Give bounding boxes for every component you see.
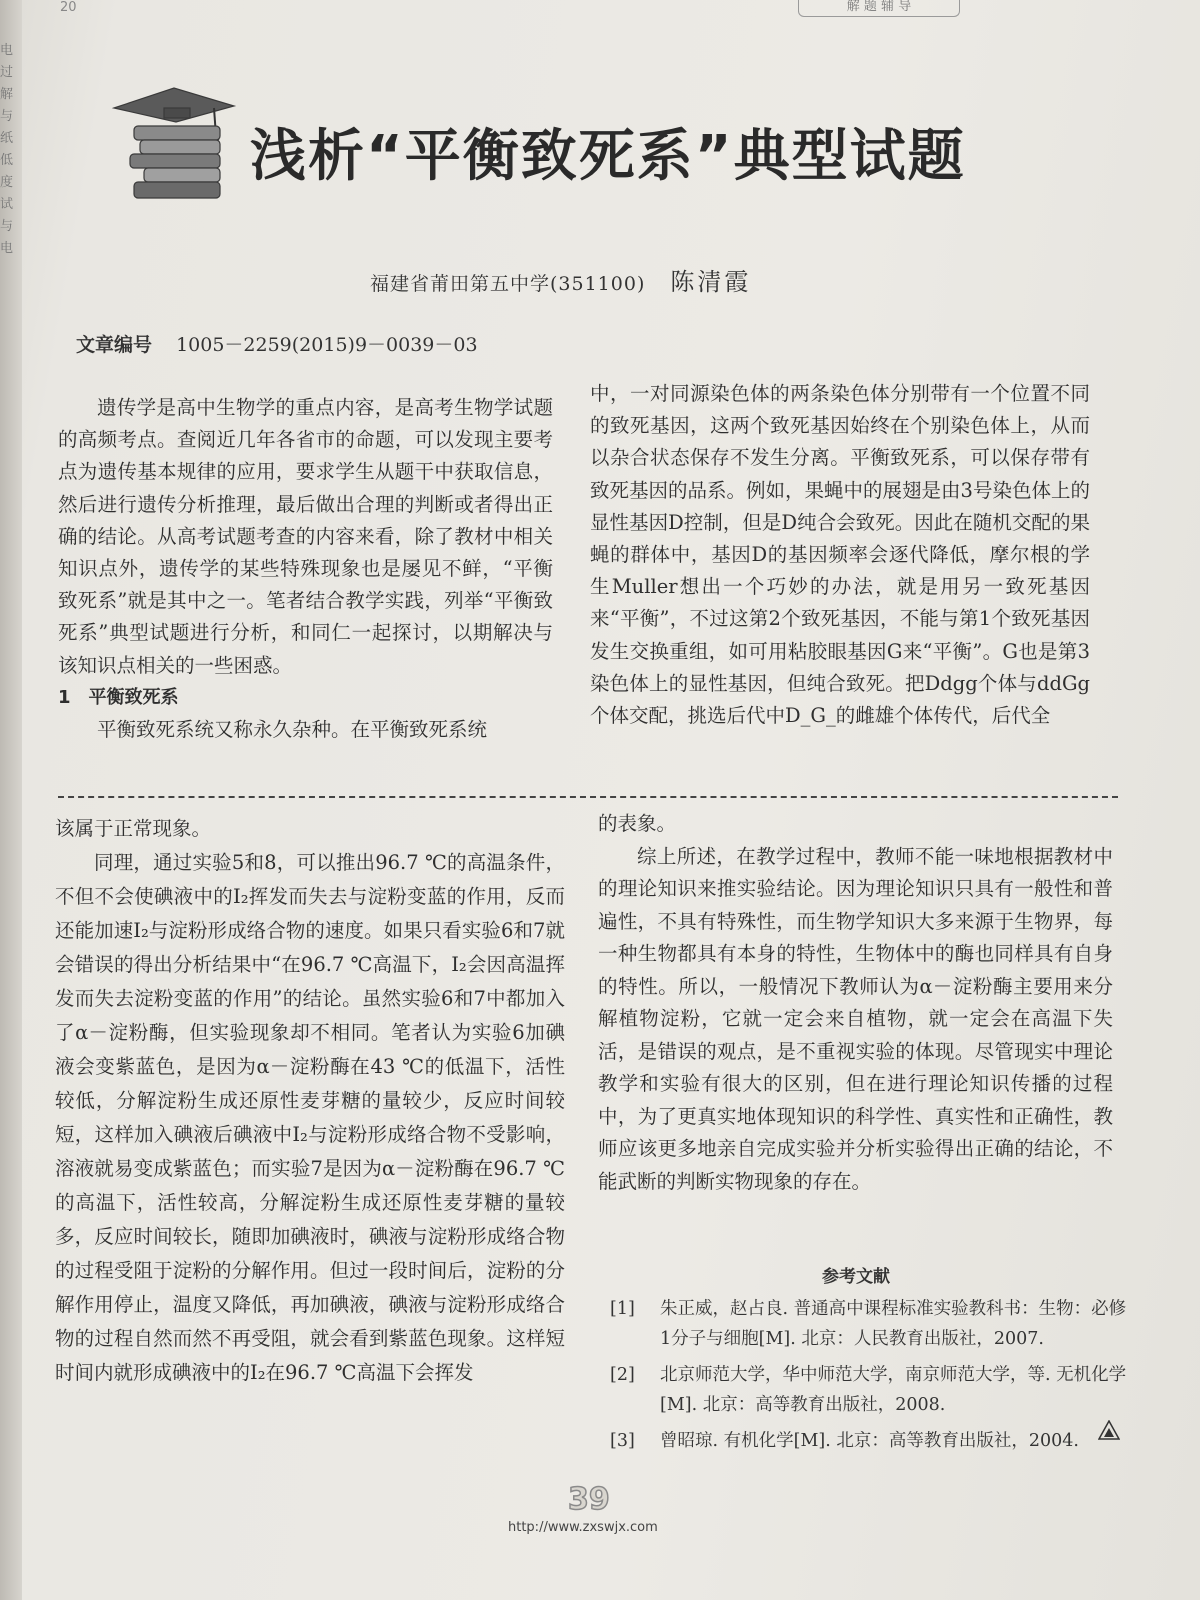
section-tab: 解 题 辅 导 <box>798 0 960 17</box>
article-number <box>76 330 478 357</box>
column-1 <box>58 392 553 746</box>
books-graduation-cap-icon <box>104 78 244 208</box>
reference-text: 朱正威，赵占良. 普通高中课程标准实验教科书：生物：必修1分子与细胞[M]. 北京：人民教育出版社，2007. <box>660 1299 1127 1349</box>
footer-url: http://www.zxswjx.com <box>508 1520 658 1535</box>
column-3-first-line: 该属于正常现象。 <box>55 817 212 840</box>
reference-number: [2] <box>610 1365 635 1385</box>
column-4 <box>598 808 1113 1198</box>
author-name: 陈清霞 <box>670 268 752 296</box>
reference-number: [1] <box>610 1299 635 1319</box>
affiliation: 福建省莆田第五中学(351100) <box>370 273 646 295</box>
section-heading: 1 平衡致死系 <box>58 686 179 708</box>
article-end-triangle-icon <box>1098 1420 1120 1440</box>
references-title: 参考文献 <box>822 1267 890 1287</box>
column-3-paragraph: 同理，通过实验5和8，可以推出96.7 ℃的高温条件，不但不会使碘液中的I₂挥发而失去与淀粉变蓝的作用，反而还能加速I₂与淀粉形成络合物的速度。如果只看实验6和7就会错误的得出分析结果中“在96.7 ℃高温下，I₂会因高温挥发而失去淀粉变蓝的作用”的结论。虽然实验6和7中都加入了α－淀粉酶，但实验现象却不相同。笔者认为实验6加碘液会变紫蓝色，是因为α－淀粉酶在43 ℃的低温下，活性较低，分解淀粉生成还原性麦芽糖的量较少，反应时间较短，这样加入碘液后碘液中I₂与淀粉形成络合物不受影响，溶液就易变成紫蓝色；而实验7是因为α－淀粉酶在96.7 ℃的高温下，活性较高，分解淀粉生成还原性麦芽糖的量较多，反应时间较长，随即加碘液时，碘液与淀粉形成络合物的过程受阻于淀粉的分解作用。但过一段时间后，淀粉的分解作用停止，温度又降低，再加碘液，碘液与淀粉形成络合物的过程自然而然不再受阻，就会看到紫蓝色现象。这样短时间内就形成碘液中的I₂在96.7 ℃高温下会挥发 <box>55 851 565 1384</box>
column-3 <box>55 812 565 1390</box>
reference-number: [3] <box>610 1431 635 1451</box>
reference-text: 北京师范大学，华中师范大学，南京师范大学，等. 无机化学[M]. 北京：高等教育出版社，2008. <box>660 1365 1127 1415</box>
references-list <box>610 1294 1130 1462</box>
reference-item <box>610 1360 1130 1420</box>
column-4-first-line: 的表象。 <box>598 812 677 835</box>
section-paragraph: 平衡致死系统又称永久杂种。在平衡致死系统 <box>97 718 488 742</box>
article-number-label: 文章编号 <box>76 334 153 356</box>
article-number-value: 1005－2259(2015)9－0039－03 <box>176 334 478 356</box>
byline <box>370 262 751 297</box>
article-title: 浅析“平衡致死系”典型试题 <box>250 124 966 189</box>
header-number: 20 <box>60 0 77 15</box>
column-2 <box>590 378 1090 732</box>
previous-page-fragment: 电过解与纸低度试与电 <box>0 43 14 256</box>
reference-item <box>610 1426 1130 1456</box>
dashed-divider <box>58 796 1118 798</box>
conclusion-paragraph: 综上所述，在教学过程中，教师不能一味地根据教材中的理论知识来推实验结论。因为理论知识只具有一般性和普遍性，不具有特殊性，而生物学知识大多来源于生物界，每一种生物都具有本身的特性，生物体中的酶也同样具有自身的特性。所以，一般情况下教师认为α－淀粉酶主要用来分解植物淀粉，它就一定会来自植物，就一定会在高温下失活，是错误的观点，是不重视实验的体现。尽管现实中理论教学和实验有很大的区别，但在进行理论知识传播的过程中，为了更真实地体现知识的科学性、真实性和正确性，教师应该更多地亲自完成实验并分析实验得出正确的结论，不能武断的判断实物现象的存在。 <box>598 844 1113 1193</box>
column-2-paragraph: 中，一对同源染色体的两条染色体分别带有一个位置不同的致死基因，这两个致死基因始终在个别染色体上，从而以杂合状态保存不发生分离。平衡致死系，可以保存带有致死基因的品系。例如，果蝇中的展翅是由3号染色体上的显性基因D控制，但是D纯合会致死。因此在随机交配的果蝇的群体中，基因D的基因频率会逐代降低，摩尔根的学生Muller想出一个巧妙的办法，就是用另一致死基因来“平衡”，不过这第2个致死基因，不能与第1个致死基因发生交换重组，如可用粘胶眼基因G来“平衡”。G也是第3染色体上的显性基因，但纯合致死。把Ddgg个体与ddGg个体交配，挑选后代中D_G_的雌雄个体传代，后代全 <box>590 382 1090 728</box>
page-number: 39 <box>568 1482 610 1517</box>
reference-item <box>610 1294 1130 1354</box>
reference-text: 曾昭琼. 有机化学[M]. 北京：高等教育出版社，2004. <box>660 1431 1079 1451</box>
intro-paragraph: 遗传学是高中生物学的重点内容，是高考生物学试题的高频考点。查阅近几年各省市的命题，可以发现主要考点为遗传基本规律的应用，要求学生从题干中获取信息，然后进行遗传分析推理，最后做出合理的判断或者得出正确的结论。从高考试题考查的内容来看，除了教材中相关知识点外，遗传学的某些特殊现象也是屡见不鲜，“平衡致死系”就是其中之一。笔者结合教学实践，列举“平衡致死系”典型试题进行分析，和同仁一起探讨，以期解决与该知识点相关的一些困惑。 <box>58 396 553 677</box>
